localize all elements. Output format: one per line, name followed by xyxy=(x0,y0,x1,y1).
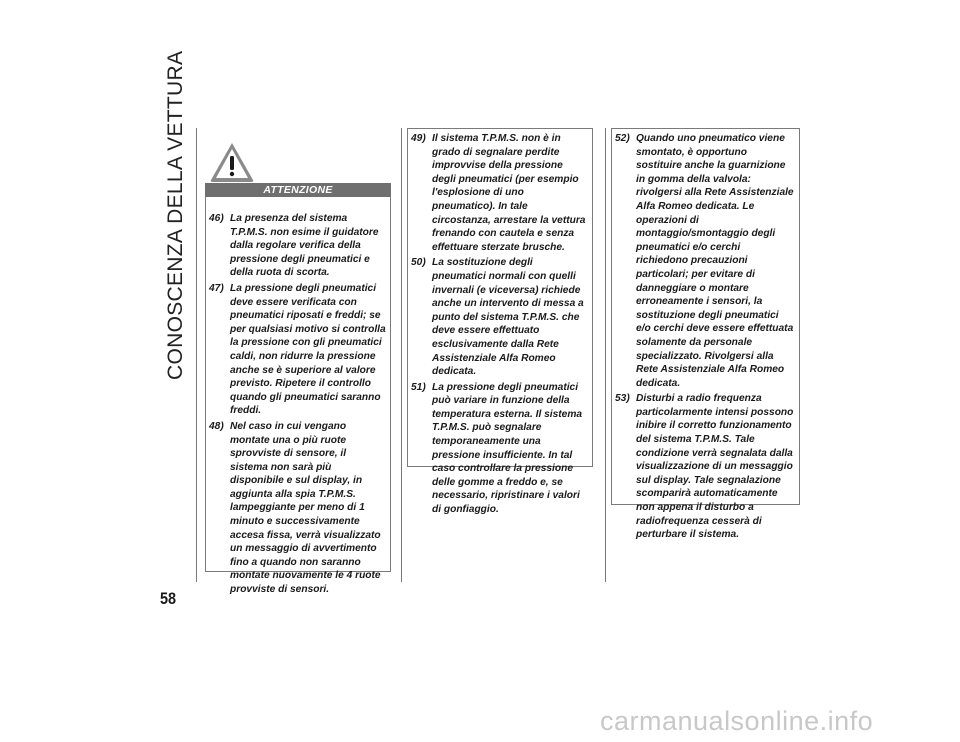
warning-notes-box xyxy=(611,128,800,541)
note-item: 48) Nel caso in cui vengano montate una o più ruote sprovviste di sensore, il sistema non sarà più disponibile e sul display, in aggiunta alla spia T.P.M.S. lampeggiante per meno di 1 minuto e successivamente accesa fissa, verrà visualizzato un messaggio di avvertimento fino a quando non saranno montate nuovamente le 4 ruote provviste di sensori. xyxy=(209,420,381,596)
warning-notes-box xyxy=(205,197,391,596)
note-item: 50) La sostituzione degli pneumatici normali con quelli invernali (e viceversa) richiede anche un intervento di messa a punto del sistema T.P.M.S. che deve essere effettuato esclusivamente dalla Rete Assistenziale Alfa Romeo dedicata. xyxy=(411,257,584,378)
section-title: CONOSCENZA DELLA VETTURA xyxy=(164,50,187,380)
note-item: 46) La presenza del sistema T.P.M.S. non esime il guidatore dalla regolare verifica della pressione degli pneumatici e della ruota di scorta. xyxy=(209,213,379,279)
warning-triangle-icon xyxy=(208,140,256,184)
page-number: 58 xyxy=(160,589,177,608)
note-item: 51) La pressione degli pneumatici può variare in funzione della temperatura esterna. Il sistema T.P.M.S. può segnalare temporaneamente una pressione insufficiente. In tal caso controllare la pressione delle gomme a freddo e, se necessario, ripristinare i valori di gonfiaggio. xyxy=(411,381,583,516)
notes-list-left xyxy=(209,212,386,597)
notes-list-right xyxy=(615,132,795,542)
note-item: 47) La pressione degli pneumatici deve essere verificata con pneumatici riposati e freddi; se per qualsiasi motivo si controlla la pressione con gli pneumatici caldi, non ridurre la pressione anche se è superiore al valore previsto. Ripetere il controllo quando gli pneumatici saranno freddi. xyxy=(209,282,386,417)
notes-list-middle xyxy=(411,132,588,517)
note-item: 49) Il sistema T.P.M.S. non è in grado di segnalare perdite improvvise della pressione degli pneumatici (per esempio l'esplosione di uno pneumatico). In tale circostanza, arrestare la vettura frenando con cautela e senza effettuare sterzate brusche. xyxy=(411,133,586,253)
column-divider xyxy=(196,128,197,582)
attention-heading: ATTENZIONE xyxy=(205,183,391,197)
note-item: 52) Quando uno pneumatico viene smontato, è opportuno sostituire anche la guarnizione in gomma della valvola: rivolgersi alla Rete Assistenziale Alfa Romeo dedicata. Le operazioni di montaggio/smontaggio degli pneumatici e/o cerchi richiedono precauzioni particolari; per evitare di danneggiare o montare erroneamente i sensori, la sostituzione degli pneumatici e/o cerchi deve essere effettuata solamente da personale specializzato. Rivolgersi alla Rete Assistenziale Alfa Romeo dedicata. xyxy=(615,133,794,389)
watermark: carmanualsonline.info xyxy=(600,706,874,736)
column-divider xyxy=(605,128,606,582)
warning-notes-box xyxy=(407,128,593,516)
column-divider xyxy=(401,128,402,582)
note-item: 53) Disturbi a radio frequenza particolarmente intensi possono inibire il corretto funzionamento del sistema T.P.M.S. Tale condizione verrà segnalata dalla visualizzazione di un messaggio sul display. Tale segnalazione scomparirà automaticamente non appena il disturbo a radiofrequenza cesserà di perturbare il sistema. xyxy=(615,393,794,541)
